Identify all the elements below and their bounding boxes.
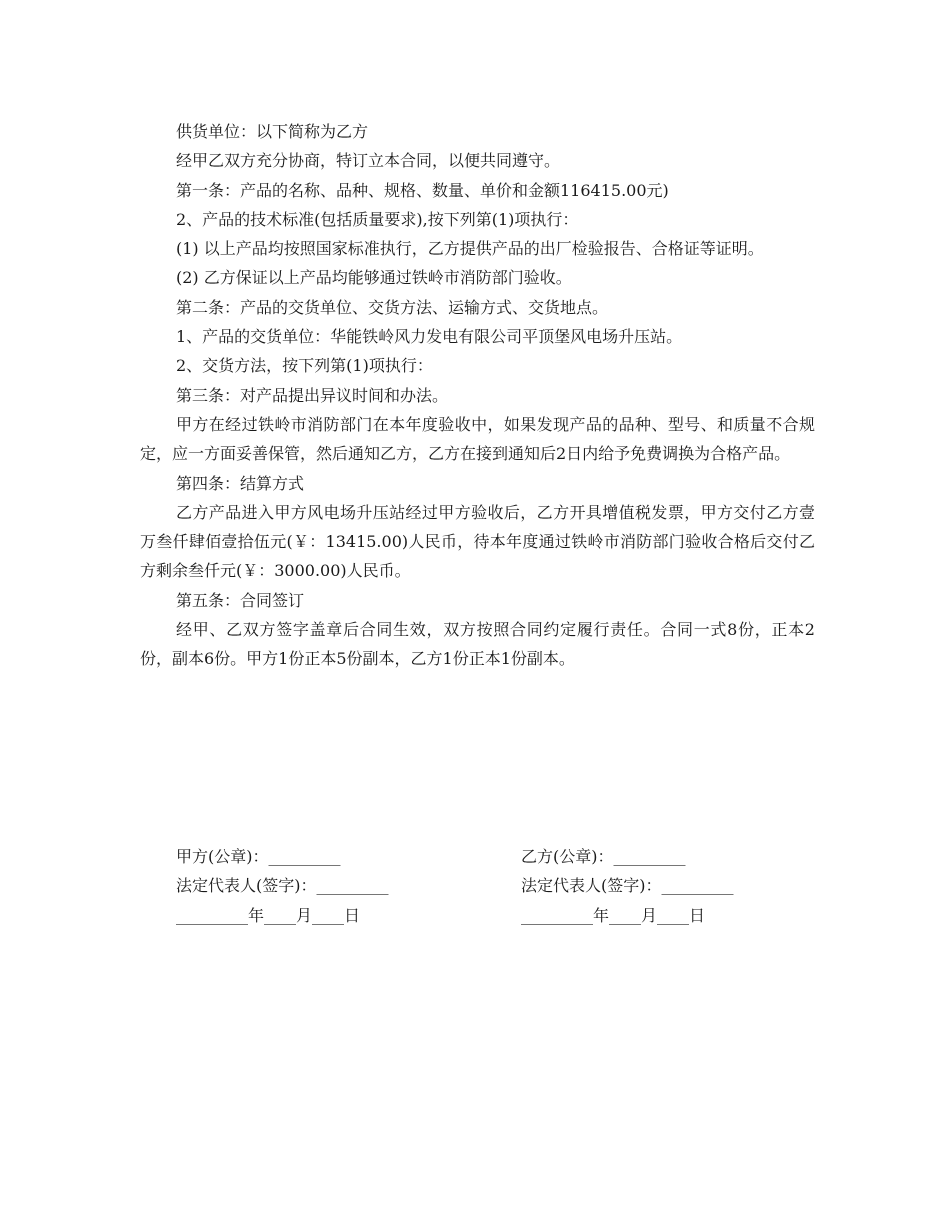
technical-standard-clause: 2、产品的技术标准(包括质量要求),按下列第(1)项执行： — [176, 209, 579, 229]
article-3-heading: 第三条：对产品提出异议时间和办法。 — [176, 385, 449, 405]
party-a-date-field: _________年____月____日 — [176, 905, 361, 925]
party-b-seal-field: 乙方(公章)：_________ — [521, 847, 686, 866]
agreement-intro: 经甲乙双方充分协商，特订立本合同，以便共同遵守。 — [176, 151, 561, 171]
contract-page — [140, 117, 815, 925]
party-b-date-field: _________年____月____日 — [521, 905, 706, 925]
party-b-representative-field: 法定代表人(签字)：_________ — [521, 876, 734, 896]
signing-clause: 经甲、乙双方签字盖章后合同生效，双方按照合同约定履行责任。合同一式8份，正本2份，副本6份。甲方1份正本5份副本，乙方1份正本1份副本。 — [140, 620, 815, 669]
representative-row — [140, 871, 815, 900]
article-1-heading: 第一条：产品的名称、品种、规格、数量、单价和金额116415.00元) — [176, 180, 669, 200]
delivery-method-clause: 2、交货方法，按下列第(1)项执行： — [176, 356, 433, 376]
signature-block — [140, 842, 815, 930]
article-2-heading: 第二条：产品的交货单位、交货方法、运输方式、交货地点。 — [176, 297, 609, 317]
supplier-line: 供货单位：以下简称为乙方 — [176, 122, 369, 141]
seal-row — [140, 842, 815, 871]
party-a-representative-field: 法定代表人(签字)：_________ — [176, 876, 389, 896]
delivery-unit-clause: 1、产品的交货单位：华能铁岭风力发电有限公司平顶堡风电场升压站。 — [176, 327, 683, 347]
article-5-heading: 第五条：合同签订 — [176, 590, 305, 610]
settlement-clause: 乙方产品进入甲方风电场升压站经过甲方验收后，乙方开具增值税发票，甲方交付乙方壹万叁仟肆佰壹拾伍元(￥：13415.00)人民币，待本年度通过铁岭市消防部门验收合格后交付乙方剩余叁仟元(￥：3000.00)人民币。 — [140, 502, 815, 581]
date-row — [140, 901, 815, 930]
objection-clause: 甲方在经过铁岭市消防部门在本年度验收中，如果发现产品的品种、型号、和质量不合规定，应一方面妥善保管，然后通知乙方，乙方在接到通知后2日内给予免费调换为合格产品。 — [140, 414, 815, 464]
standard-item-2: (2) 乙方保证以上产品均能够通过铁岭市消防部门验收。 — [176, 268, 572, 288]
party-a-seal-field: 甲方(公章)：_________ — [176, 847, 341, 866]
standard-item-1: (1) 以上产品均按照国家标准执行，乙方提供产品的出厂检验报告、合格证等证明。 — [176, 239, 764, 259]
article-4-heading: 第四条：结算方式 — [176, 473, 305, 493]
